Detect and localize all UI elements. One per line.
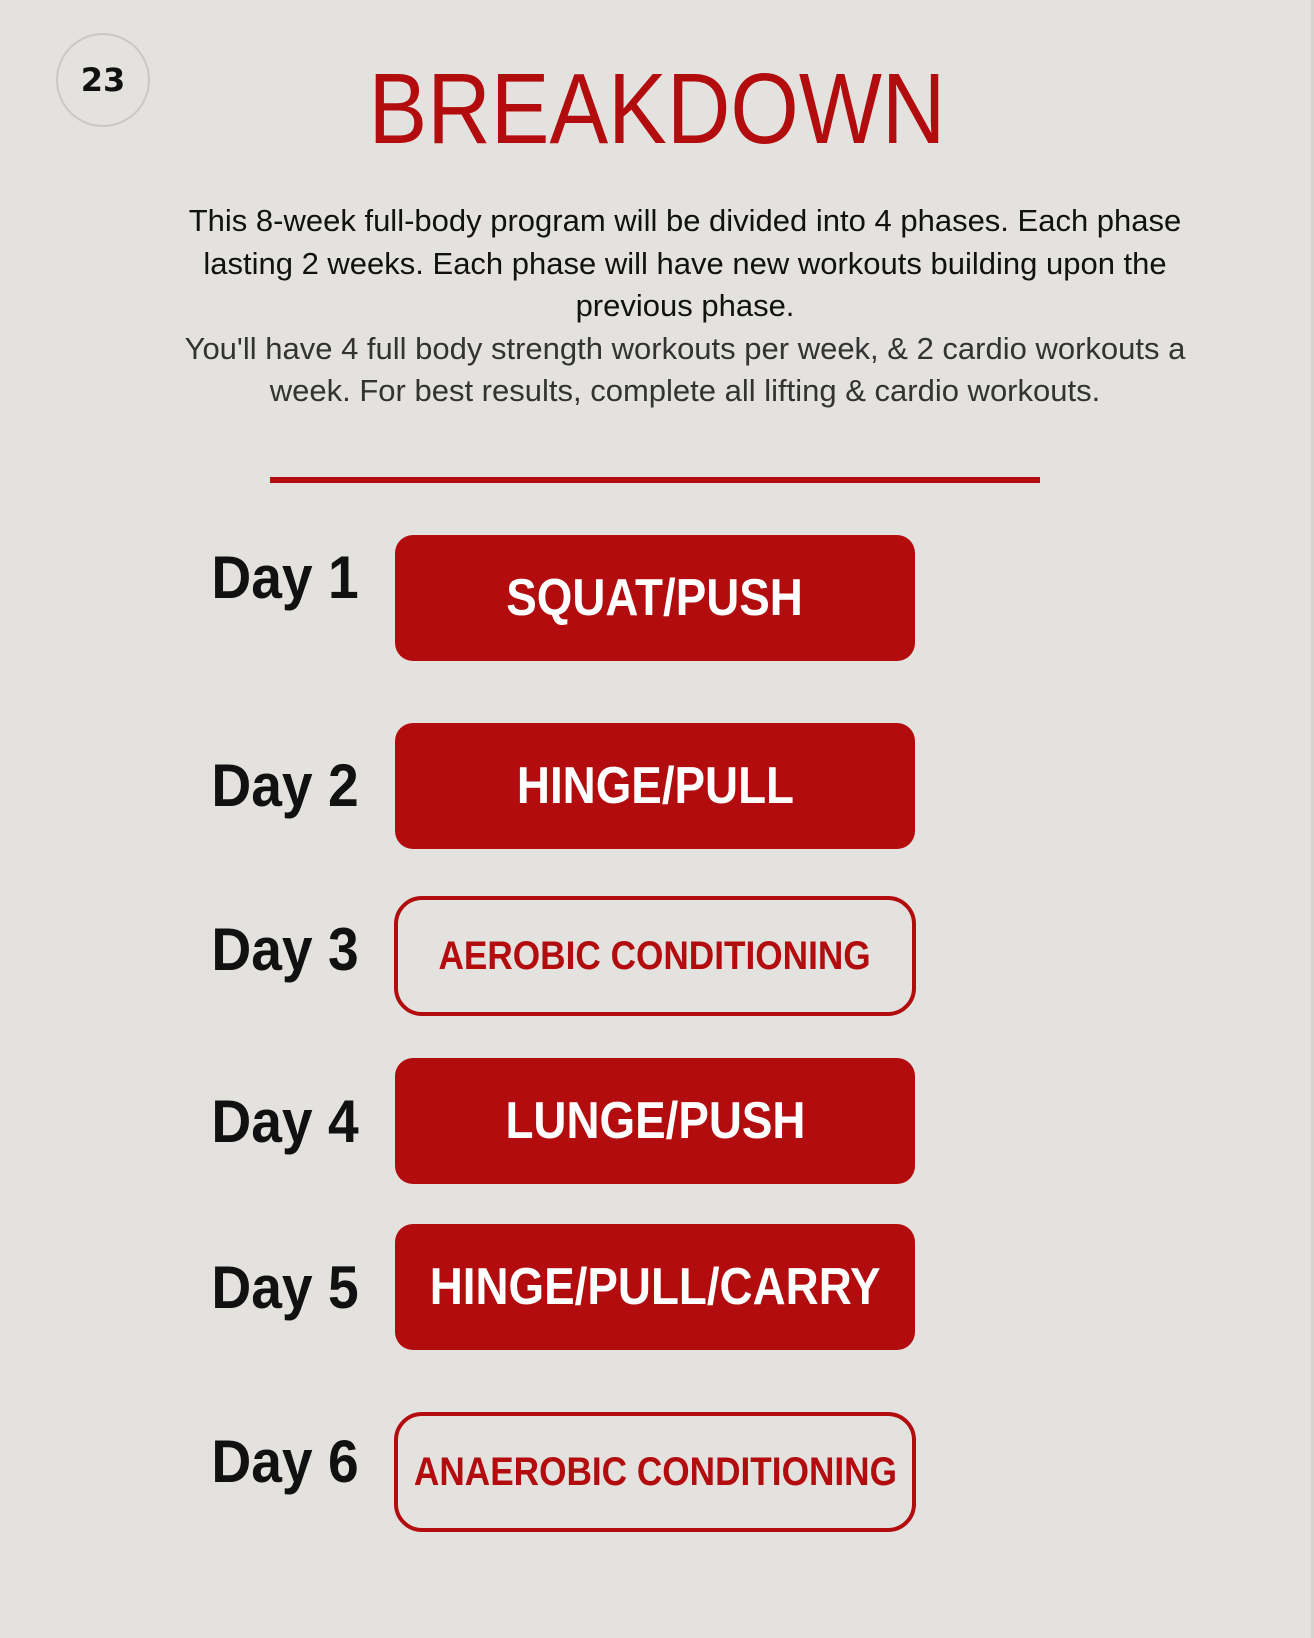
section-divider: [270, 477, 1040, 483]
day-label-5: Day 5: [211, 1254, 359, 1321]
workout-pill-label: ANAEROBIC CONDITIONING: [413, 1449, 897, 1494]
day-label-4: Day 4: [211, 1088, 359, 1155]
workout-pill-day-5: [395, 1224, 915, 1350]
day-label-6: Day 6: [211, 1428, 359, 1495]
workout-pill-label: HINGE/PULL/CARRY: [429, 1258, 881, 1316]
intro-paragraph-1: This 8-week full-body program will be divided into 4 phases. Each phase lasting 2 weeks. Each phase will have new workouts building upon the previous phase.: [188, 203, 1182, 323]
day-label-2: Day 2: [211, 752, 359, 819]
workout-pill-label: LUNGE/PUSH: [504, 1092, 805, 1150]
day-label-1: Day 1: [211, 544, 359, 611]
intro-paragraph-2: You'll have 4 full body strength workouts per week, & 2 cardio workouts a week. For best results, complete all lifting & cardio workouts.: [184, 330, 1186, 408]
workout-pill-day-6: [394, 1412, 916, 1532]
intro-text: [150, 200, 1220, 413]
workout-pill-label: SQUAT/PUSH: [506, 569, 804, 627]
workout-pill-day-1: [395, 535, 915, 661]
workout-pill-label: HINGE/PULL: [516, 757, 794, 815]
page-title: BREAKDOWN: [368, 53, 946, 165]
workout-pill-day-3: [394, 896, 916, 1016]
day-label-3: Day 3: [211, 916, 359, 983]
workout-pill-day-2: [395, 723, 915, 849]
workout-pill-day-4: [395, 1058, 915, 1184]
workout-pill-label: AEROBIC CONDITIONING: [438, 933, 872, 978]
page-number: 23: [80, 61, 126, 99]
